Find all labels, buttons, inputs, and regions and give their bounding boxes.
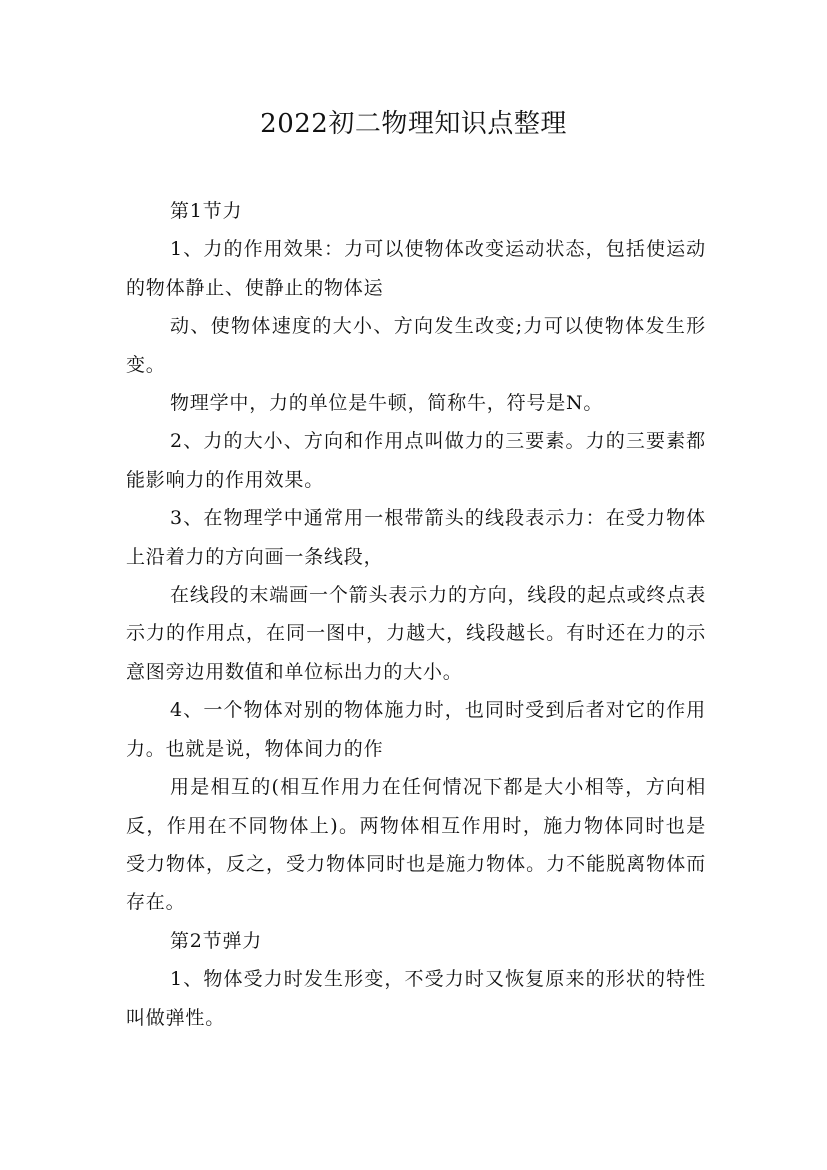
paragraph: 4、一个物体对别的物体施力时，也同时受到后者对它的作用力。也就是说，物体间力的作	[126, 699, 706, 760]
paragraph: 2、力的大小、方向和作用点叫做力的三要素。力的三要素都能影响力的作用效果。	[126, 430, 706, 491]
paragraph: 动、使物体速度的大小、方向发生改变;力可以使物体发生形变。	[126, 315, 706, 376]
paragraph: 用是相互的(相互作用力在任何情况下都是大小相等，方向相反，作用在不同物体上)。两物体相互作用时，施力物体同时也是受力物体，反之，受力物体同时也是施力物体。力不能脱离物体而存在。	[126, 776, 706, 914]
paragraph: 3、在物理学中通常用一根带箭头的线段表示力：在受力物体上沿着力的方向画一条线段，	[126, 507, 706, 568]
paragraph: 1、物体受力时发生形变，不受力时又恢复原来的形状的特性叫做弹性。	[126, 968, 706, 1029]
document-title: 2022初二物理知识点整理	[260, 109, 567, 139]
section-heading-2: 第2节弹力	[170, 929, 263, 952]
section-heading-1: 第1节力	[170, 200, 243, 222]
document-body	[126, 192, 706, 1037]
paragraph: 物理学中，力的单位是牛顿，简称牛，符号是N。	[170, 392, 604, 415]
paragraph: 1、力的作用效果：力可以使物体改变运动状态，包括使运动的物体静止、使静止的物体运	[126, 238, 706, 299]
paragraph: 在线段的末端画一个箭头表示力的方向，线段的起点或终点表示力的作用点，在同一图中，力越大，线段越长。有时还在力的示意图旁边用数值和单位标出力的大小。	[126, 584, 706, 683]
